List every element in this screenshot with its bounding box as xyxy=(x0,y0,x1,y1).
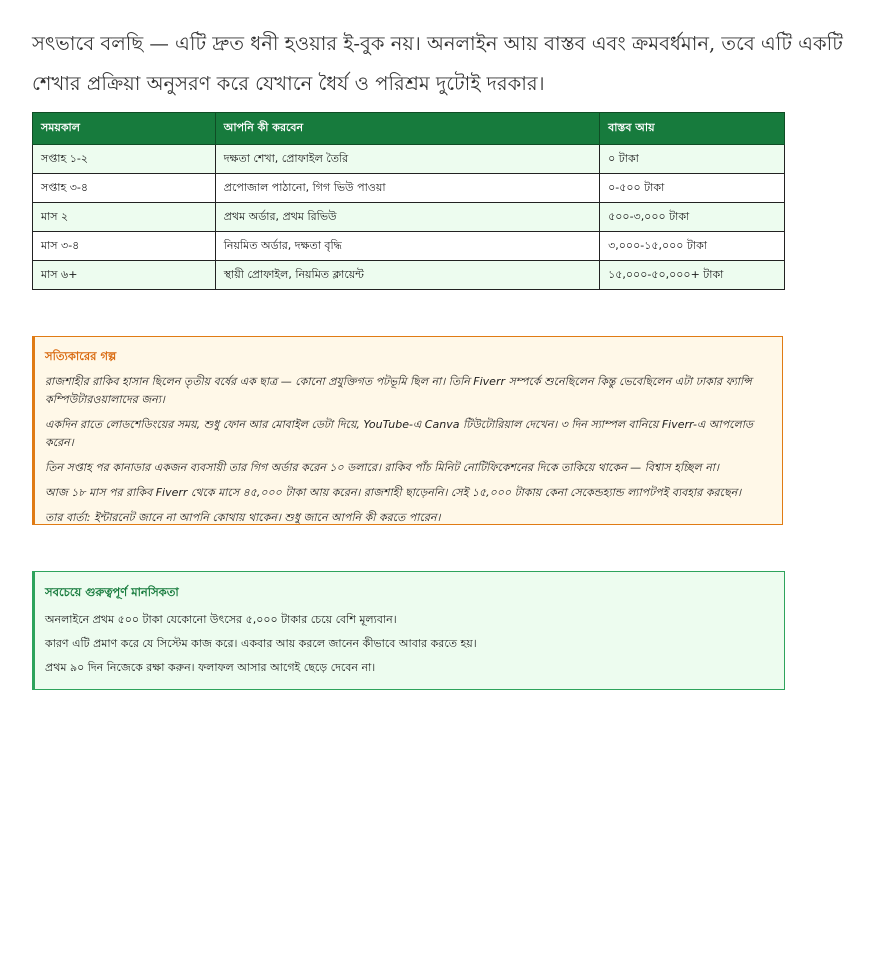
income-timeline-table xyxy=(32,112,785,290)
story-paragraph: আজ ১৮ মাস পর রাকিব Fiverr থেকে মাসে ৪৫,০০০ টাকা আয় করেন। রাজশাহী ছাড়েননি। সেই ১৫,০০০ টাকায় কেনা সেকেন্ডহ্যান্ড ল্যাপটপই ব্যবহার করছেন। xyxy=(45,486,742,499)
header-income: বাস্তব আয় xyxy=(600,113,785,145)
mindset-line: কারণ এটি প্রমাণ করে যে সিস্টেম কাজ করে। একবার আয় করলে জানেন কীভাবে আবার করতে হয়। xyxy=(45,637,477,650)
header-period: সময়কাল xyxy=(33,113,216,145)
real-story-box xyxy=(32,336,783,525)
page-content xyxy=(32,24,883,674)
cell-income: ৫০০-৩,০০০ টাকা xyxy=(600,203,785,232)
story-paragraph: একদিন রাতে লোডশেডিংয়ের সময়, শুধু ফোন আর মোবাইল ডেটা দিয়ে, YouTube-এ Canva টিউটোরিয়াল দেখেন। ৩ দিন স্যাম্পল বানিয়ে Fiverr-এ আপলোড করেন। xyxy=(45,418,753,449)
table-row xyxy=(33,261,785,290)
intro-paragraph: সৎভাবে বলছি — এটি দ্রুত ধনী হওয়ার ই-বুক নয়। অনলাইন আয় বাস্তব এবং ক্রমবর্ধমান, তবে এটি একটি শেখার প্রক্রিয়া অনুসরণ করে যেখানে ধৈর্য ও পরিশ্রম দুটোই দরকার। xyxy=(32,32,843,95)
mindset-line: অনলাইনে প্রথম ৫০০ টাকা যেকোনো উৎসের ৫,০০০ টাকার চেয়ে বেশি মূল্যবান। xyxy=(45,613,397,626)
story-paragraph: রাজশাহীর রাকিব হাসান ছিলেন তৃতীয় বর্ষের এক ছাত্র — কোনো প্রযুক্তিগত পটভূমি ছিল না। তিনি Fiverr সম্পর্কে শুনেছিলেন কিন্তু ভেবেছিলেন এটা ঢাকার ফ্যান্সি কম্পিউটারওয়ালাদের জন্য। xyxy=(45,375,752,406)
cell-income: ০-৫০০ টাকা xyxy=(600,174,785,203)
cell-action: দক্ষতা শেখা, প্রোফাইল তৈরি xyxy=(215,145,599,174)
cell-income: ৩,০০০-১৫,০০০ টাকা xyxy=(600,232,785,261)
story-paragraph: তিন সপ্তাহ পর কানাডার একজন ব্যবসায়ী তার গিগ অর্ডার করেন ১০ ডলারে। রাকিব পাঁচ মিনিট নোটিফিকেশনের দিকে তাকিয়ে থাকেন — বিশ্বাস হচ্ছিল না। xyxy=(45,461,719,474)
mindset-title: সবচেয়ে গুরুত্বপূর্ণ মানসিকতা xyxy=(45,585,179,599)
cell-action: প্রপোজাল পাঠানো, গিগ ভিউ পাওয়া xyxy=(215,174,599,203)
table-row xyxy=(33,174,785,203)
cell-period: মাস ২ xyxy=(33,203,216,232)
story-title: সত্যিকারের গল্প xyxy=(45,349,117,363)
header-action: আপনি কী করবেন xyxy=(215,113,599,145)
mindset-line: প্রথম ৯০ দিন নিজেকে রক্ষা করুন। ফলাফল আসার আগেই ছেড়ে দেবেন না। xyxy=(45,661,376,674)
table-row xyxy=(33,145,785,174)
table-row xyxy=(33,203,785,232)
cell-period: মাস ৩-৪ xyxy=(33,232,216,261)
cell-action: নিয়মিত অর্ডার, দক্ষতা বৃদ্ধি xyxy=(215,232,599,261)
cell-period: সপ্তাহ ১-২ xyxy=(33,145,216,174)
cell-income: ১৫,০০০-৫০,০০০+ টাকা xyxy=(600,261,785,290)
cell-action: প্রথম অর্ডার, প্রথম রিভিউ xyxy=(215,203,599,232)
cell-action: স্থায়ী প্রোফাইল, নিয়মিত ক্লায়েন্ট xyxy=(215,261,599,290)
story-paragraph: তার বার্তা: ইন্টারনেট জানে না আপনি কোথায় থাকেন। শুধু জানে আপনি কী করতে পারেন। xyxy=(45,511,441,524)
cell-period: সপ্তাহ ৩-৪ xyxy=(33,174,216,203)
cell-income: ০ টাকা xyxy=(600,145,785,174)
mindset-box xyxy=(32,571,785,690)
cell-period: মাস ৬+ xyxy=(33,261,216,290)
table-header-row xyxy=(33,113,785,145)
table-row xyxy=(33,232,785,261)
